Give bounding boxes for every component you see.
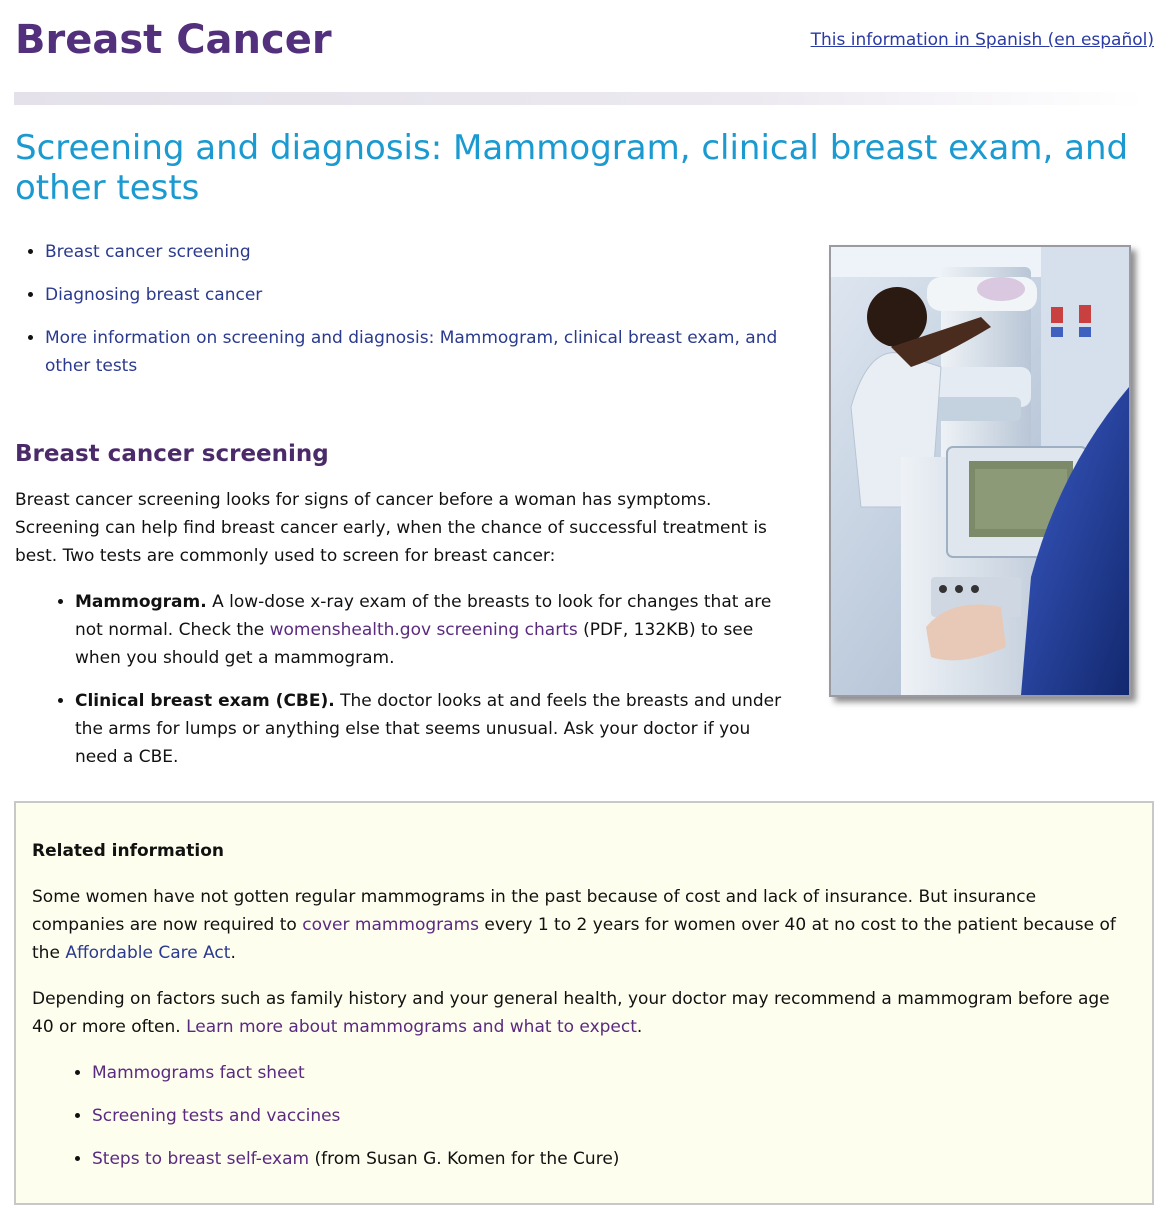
- mammograms-fact-sheet-link[interactable]: Mammograms fact sheet: [92, 1063, 305, 1083]
- related-p2-text-b: .: [636, 1017, 643, 1037]
- screening-charts-link[interactable]: womenshealth.gov screening charts: [269, 620, 578, 640]
- toc-link-diagnosing[interactable]: Diagnosing breast cancer: [45, 285, 263, 305]
- header-divider: [14, 92, 1144, 105]
- related-links-list: [62, 1059, 962, 1188]
- site-title: Breast Cancer: [15, 17, 332, 63]
- list-item: [92, 1059, 962, 1087]
- related-p1-text-a: Some women have not gotten regular mammograms in the past because of cost and lack of insurance. But insurance companies are now required to: [32, 887, 1037, 935]
- toc-link-more-information[interactable]: More information on screening and diagnosis: Mammogram, clinical breast exam, and other tests: [45, 328, 778, 376]
- learn-more-mammograms-link[interactable]: Learn more about mammograms and what to expect: [186, 1017, 637, 1037]
- cbe-text: The doctor looks at and feels the breasts and under the arms for lumps or anything else that seems unusual. Ask your doctor if you need a CBE.: [75, 691, 782, 767]
- screening-section-heading: Breast cancer screening: [15, 441, 329, 467]
- screening-tests-list: [45, 588, 787, 786]
- spanish-version-link[interactable]: This information in Spanish (en español): [810, 30, 1154, 50]
- toc-item: [45, 238, 795, 266]
- breast-self-exam-link[interactable]: Steps to breast self-exam: [92, 1149, 310, 1169]
- link-suffix-komen: (from Susan G. Komen for the Cure): [309, 1149, 620, 1169]
- mammogram-photo: [829, 245, 1131, 697]
- page-heading: Screening and diagnosis: Mammogram, clinical breast exam, and other tests: [15, 128, 1129, 208]
- list-item-mammogram: [75, 588, 787, 672]
- screening-intro: Breast cancer screening looks for signs of cancer before a woman has symptoms. Screening can help find breast cancer early, when the chance of successful treatment is best. Two tests are commonly used to screen for breast cancer:: [15, 490, 767, 566]
- table-of-contents: [15, 238, 795, 395]
- mammogram-text-after: (PDF, 132KB) to see when you should get a mammogram.: [75, 620, 754, 668]
- screening-tests-vaccines-link[interactable]: Screening tests and vaccines: [92, 1106, 341, 1126]
- related-information-heading: Related information: [32, 841, 224, 861]
- toc-item: [45, 324, 795, 380]
- related-information-box: [14, 801, 1154, 1205]
- related-paragraph-insurance: [32, 883, 1117, 967]
- mammogram-photo-illustration: [831, 247, 1129, 695]
- toc-item: [45, 281, 795, 309]
- term-mammogram: Mammogram.: [75, 592, 207, 612]
- related-p1-text-b: every 1 to 2 years for women over 40 at no cost to the patient because of the: [32, 915, 1116, 963]
- cover-mammograms-link[interactable]: cover mammograms: [302, 915, 479, 935]
- list-item: [92, 1145, 962, 1173]
- related-p1-text-c: .: [230, 943, 236, 963]
- mammogram-text-before: A low-dose x-ray exam of the breasts to look for changes that are not normal. Check the: [75, 592, 772, 640]
- term-cbe: Clinical breast exam (CBE).: [75, 691, 335, 711]
- list-item-cbe: [75, 687, 787, 771]
- toc-link-screening[interactable]: Breast cancer screening: [45, 242, 251, 262]
- list-item: [92, 1102, 962, 1130]
- related-p2-text-a: Depending on factors such as family history and your general health, your doctor may recommend a mammogram before age 40 or more often.: [32, 989, 1110, 1037]
- affordable-care-act-link[interactable]: Affordable Care Act: [65, 943, 231, 963]
- related-paragraph-age: [32, 985, 1117, 1041]
